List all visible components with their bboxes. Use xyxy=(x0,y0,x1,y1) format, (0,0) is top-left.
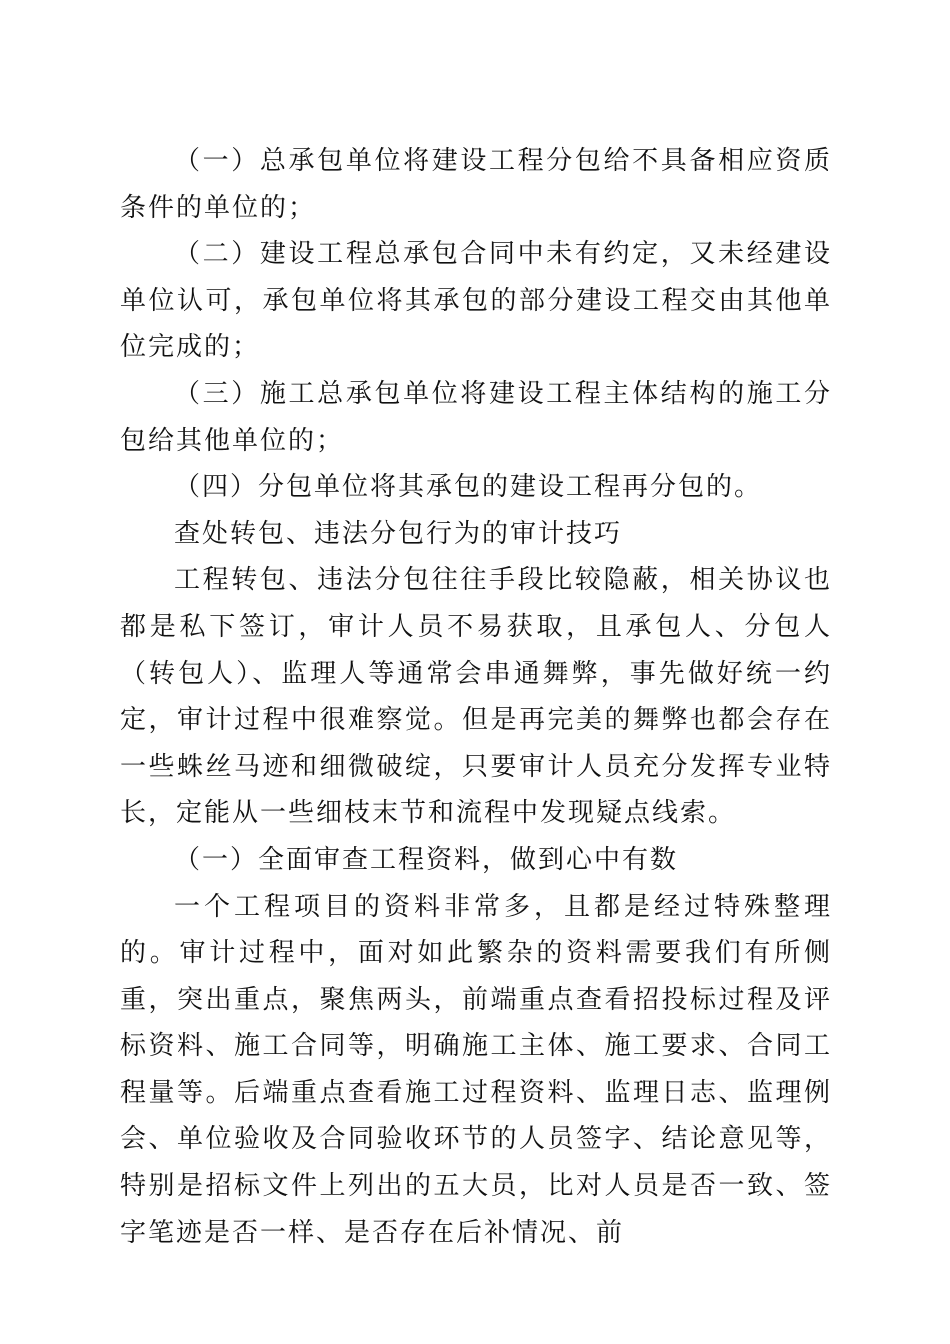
section-heading-audit-skills: 查处转包、违法分包行为的审计技巧 xyxy=(174,518,623,549)
subheading-review-materials: （一）全面审查工程资料，做到心中有数 xyxy=(174,844,679,875)
paragraph-item-3: （三）施工总承包单位将建设工程主体结构的施工分包给其他单位的； xyxy=(120,378,832,456)
body-paragraph-concealment: 工程转包、违法分包往往手段比较隐蔽，相关协议也都是私下签订，审计人员不易获取，且承包人、分包人（转包人）、监理人等通常会串通舞弊，事先做好统一约定，审计过程中很难察觉。但是再完美的舞弊也都会存在一些蛛丝马迹和细微破绽，只要审计人员充分发挥专业特长，定能从一些细枝末节和流程中发现疑点线索。 xyxy=(120,565,832,829)
body-paragraph-materials: 一个工程项目的资料非常多，且都是经过特殊整理的。审计过程中，面对如此繁杂的资料需要我们有所侧重，突出重点，聚焦两头，前端重点查看招投标过程及评标资料、施工合同等，明确施工主体、施工要求、合同工程量等。后端重点查看施工过程资料、监理日志、监理例会、单位验收及合同验收环节的人员签字、结论意见等，特别是招标文件上列出的五大员，比对人员是否一致、签字笔迹是否一样、是否存在后补情况、前 xyxy=(120,891,832,1248)
paragraph-item-1: （一）总承包单位将建设工程分包给不具备相应资质条件的单位的； xyxy=(120,146,832,223)
document-body xyxy=(120,138,832,1256)
paragraph-item-4: （四）分包单位将其承包的建设工程再分包的。 xyxy=(174,472,763,503)
paragraph-item-2: （二）建设工程总承包合同中未有约定，又未经建设单位认可，承包单位将其承包的部分建设工程交由其他单位完成的； xyxy=(120,239,832,363)
